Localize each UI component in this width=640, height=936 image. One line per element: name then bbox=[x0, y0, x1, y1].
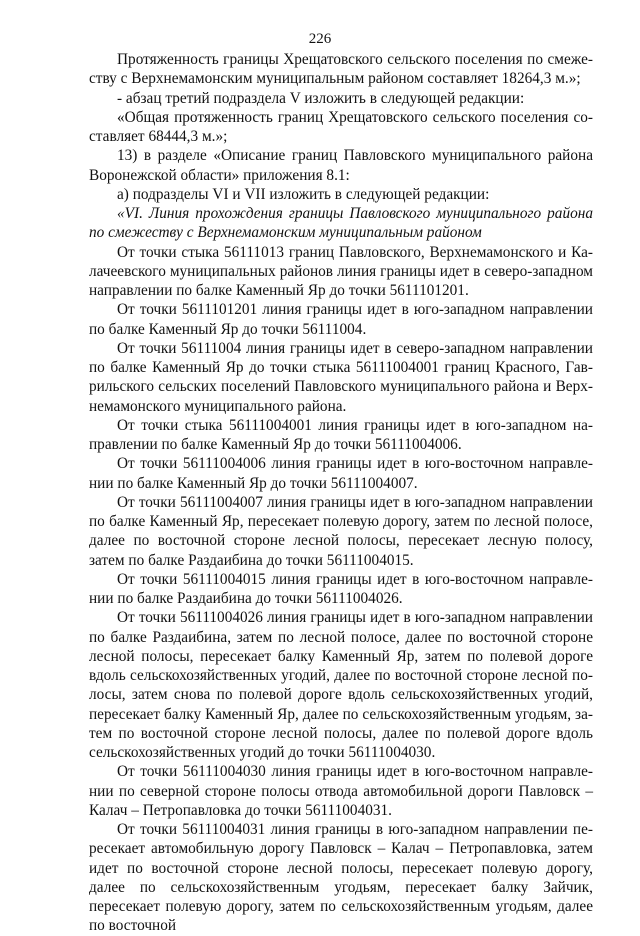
document-body bbox=[89, 50, 593, 936]
paragraph: От точки 5611101201 линия границы идет в юго-западном направлении по балке Каменный Яр до точки 56111004. bbox=[89, 301, 593, 338]
paragraph: - абзац третий подраздела V изложить в следующей редакции: bbox=[117, 89, 525, 107]
paragraph: От точки 56111004015 линия границы идет в юго-восточном направлении по балке Раздаибина до точки 56111004026. bbox=[89, 570, 593, 607]
paragraph: а) подразделы VI и VII изложить в следующей редакции: bbox=[117, 185, 490, 203]
paragraph: От точки 56111004030 линия границы идет в юго-восточном направлении по северной стороне полосы отвода автомобильной дороги Павловск – Калач – Петропавловка до точки 56111004031. bbox=[89, 763, 593, 819]
page-number: 226 bbox=[308, 31, 332, 47]
paragraph: 13) в разделе «Описание границ Павловского муниципального района Воронежской области» приложения 8.1: bbox=[89, 147, 593, 184]
paragraph: От точки 56111004031 линия границы в юго-западном направлении пересекает автомобильную дорогу Павловск – Калач – Петропавловка, затем идет по восточной стороне лесной полосы, пересекает полевую дорогу, далее по сельскохозяйственным угодьям, пересекает балку Зайчик, пересекает полевую дорогу, затем по сельскохозяйственным угодьям, далее по восточной bbox=[89, 821, 593, 935]
paragraph: От точки 56111004006 линия границы идет в юго-восточном направлении по балке Каменный Яр до точки 56111004007. bbox=[89, 455, 593, 492]
paragraph: «Общая протяженность границ Хрещатовского сельского поселения составляет 68444,3 м.»; bbox=[89, 108, 593, 145]
paragraph: От точки 56111004007 линия границы идет в юго-западном направлении по балке Каменный Яр, пересекает полевую дорогу, затем по лесной полосе, далее по восточной стороне лесной полосы, пересекает лесную полосу, затем по балке Раздаибина до точки 56111004015. bbox=[89, 493, 593, 569]
paragraph: Протяженность границы Хрещатовского сельского поселения по смежеству с Верхнемамонским муниципальным районом составляет 18264,3 м.»; bbox=[89, 51, 593, 88]
paragraph: От точки стыка 56111004001 линия границы идет в юго-западном направлении по балке Каменный Яр до точки 56111004006. bbox=[89, 416, 593, 453]
paragraph: От точки стыка 56111013 границ Павловского, Верхнемамонского и Калачеевского муниципальных районов линия границы идет в северо-западном направлении по балке Каменный Яр до точки 5611101201. bbox=[89, 243, 593, 299]
paragraph: От точки 56111004026 линия границы идет в юго-западном направлении по балке Раздаибина, затем по лесной полосе, далее по восточной стороне лесной полосы, пересекает балку Каменный Яр, затем по полевой дороге вдоль сельскохозяйственных угодий, далее по восточной стороне лесной полосы, затем снова по полевой дороге вдоль сельскохозяйственных угодий, пересекает балку Каменный Яр, далее по сельскохозяйственным угодьям, затем по восточной стороне лесной полосы, далее по полевой дороге вдоль сельскохозяйственных угодий до точки 56111004030. bbox=[89, 609, 593, 761]
paragraph: От точки 56111004 линия границы идет в северо-западном направлении по балке Каменный Яр до точки стыка 56111004001 границ Красного, Гаврильского сельских поселений Павловского муниципального района и Верхнемамонского муниципального района. bbox=[89, 339, 593, 415]
section-heading: «VI. Линия прохождения границы Павловского муниципального района по смежеству с Верхнемамонским муниципальным районом bbox=[89, 205, 593, 242]
